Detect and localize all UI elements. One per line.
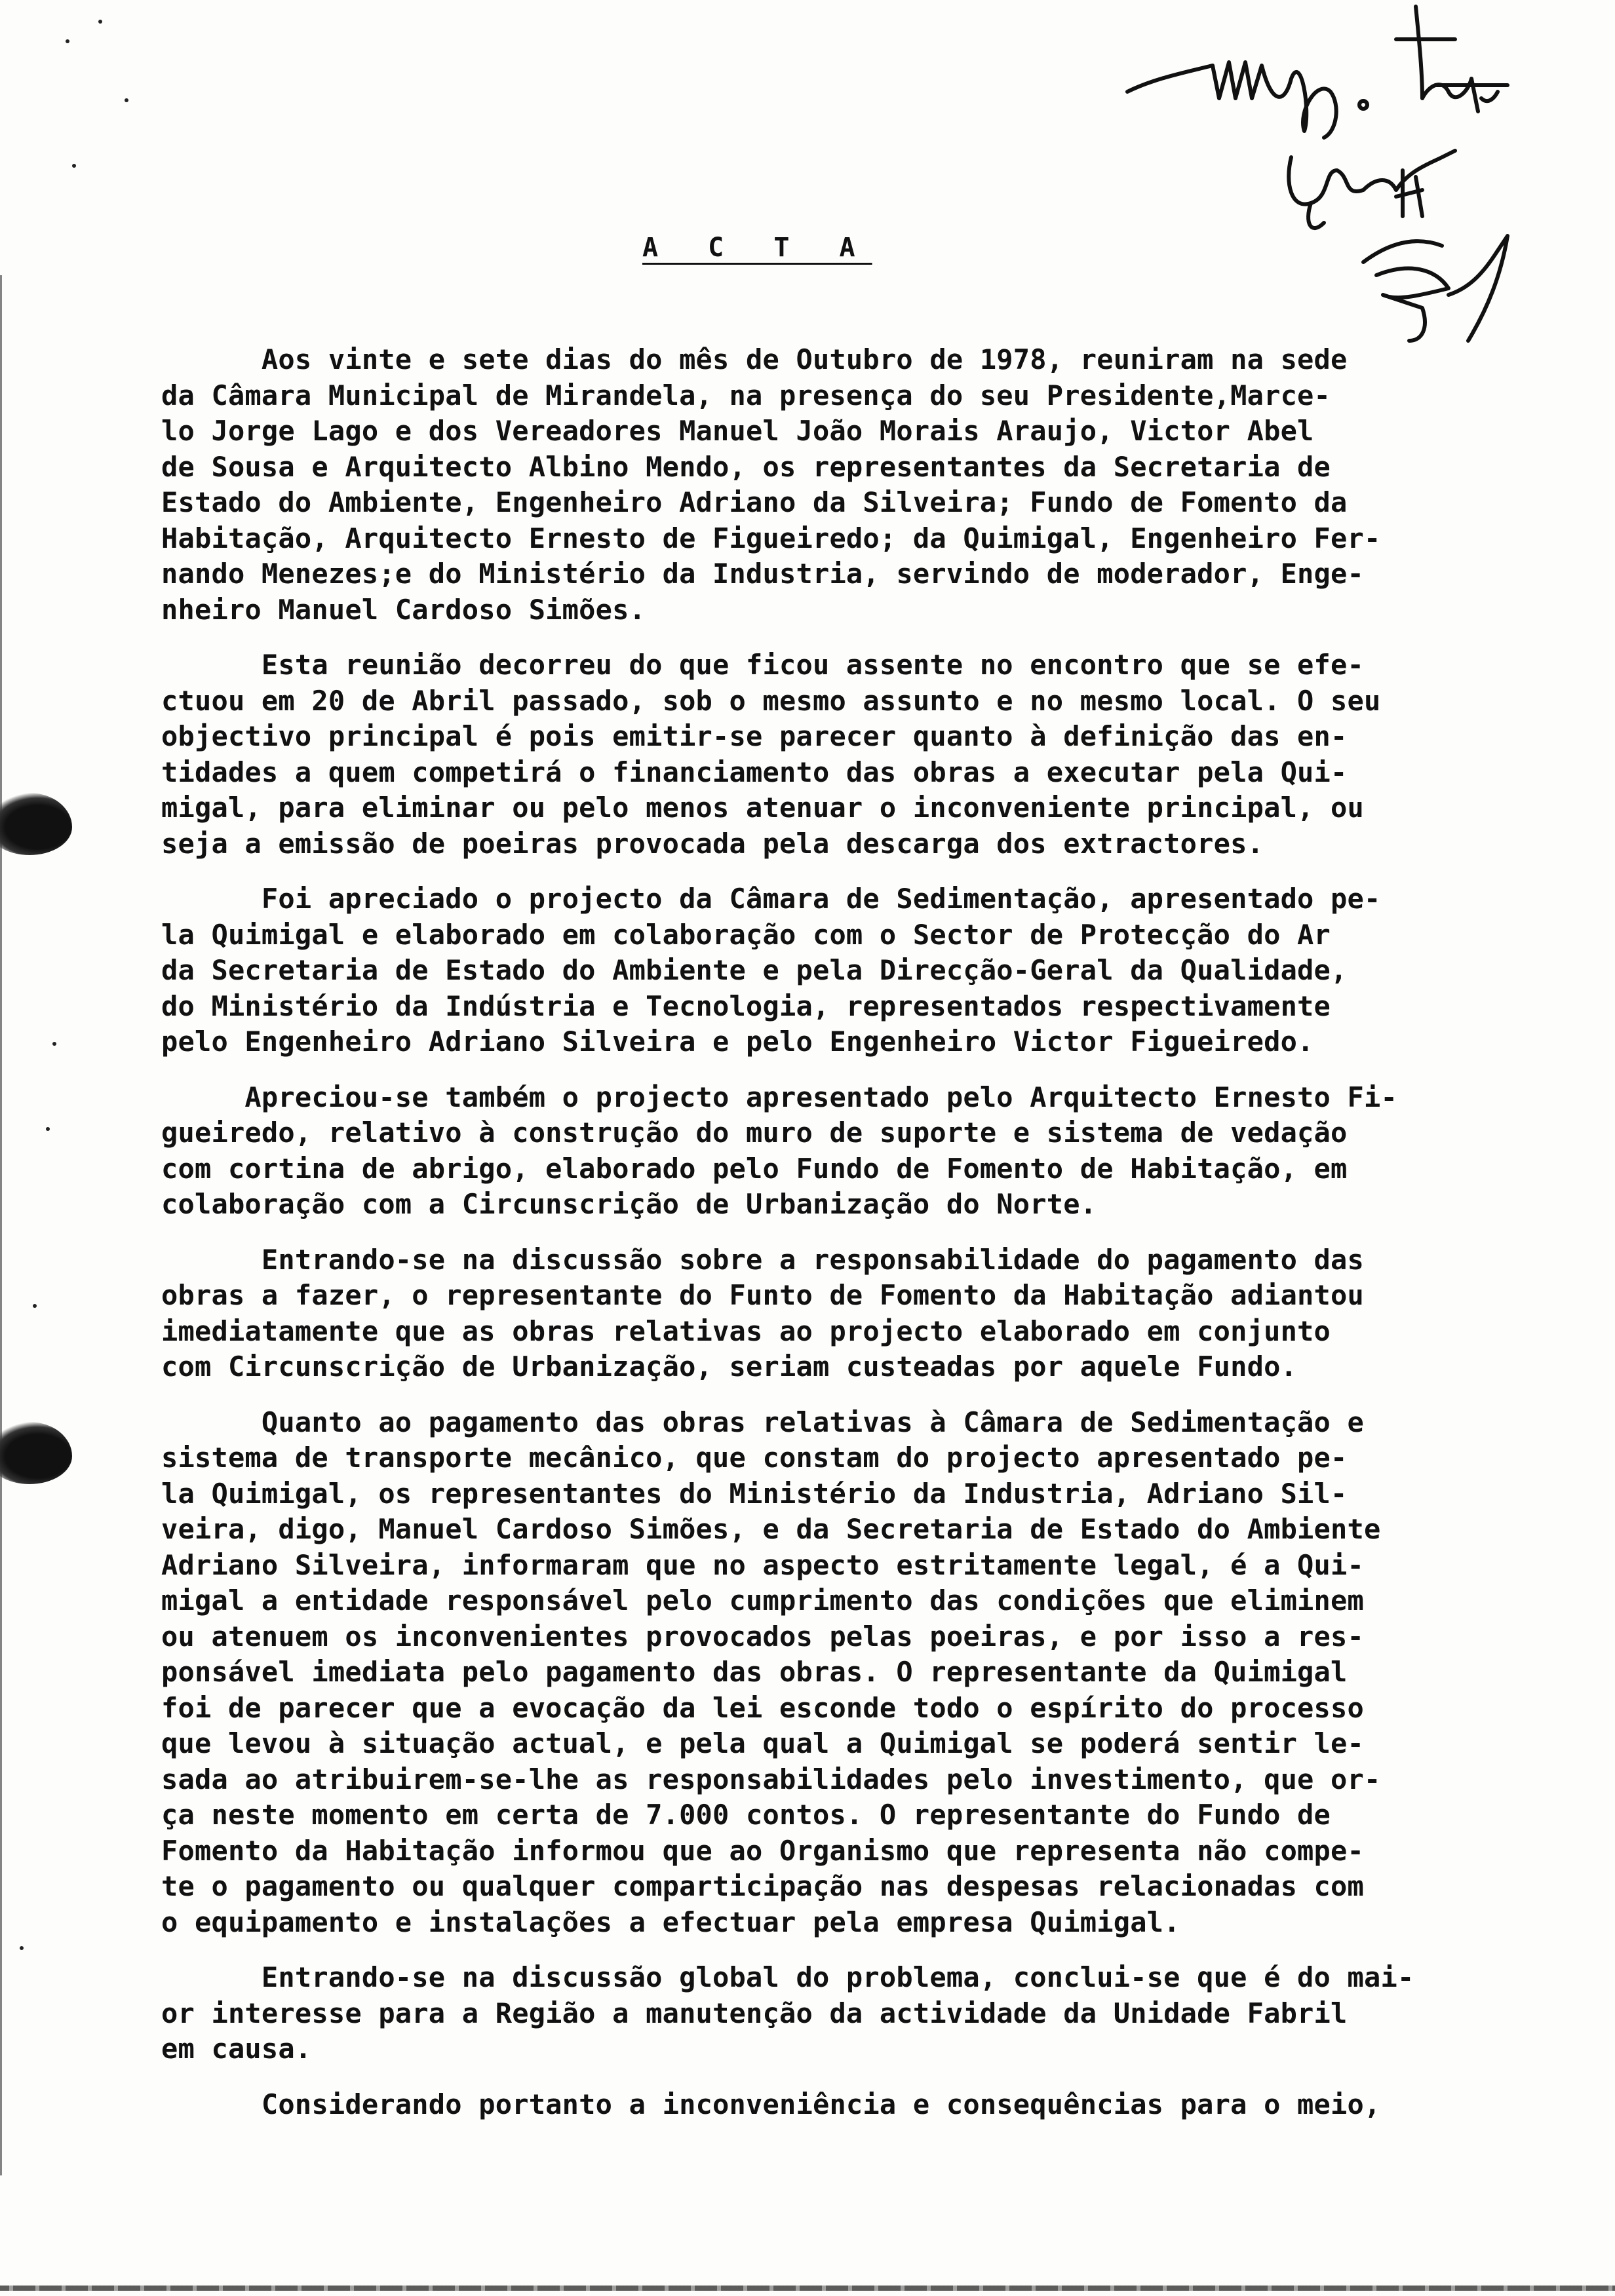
scan-speck xyxy=(46,1127,50,1131)
text-line: obras a fazer, o representante do Funto de Fomento da Habitação adiantou xyxy=(161,1279,1365,1311)
scan-speck xyxy=(33,1304,37,1308)
text-line: seja a emissão de poeiras provocada pela descarga dos extractores. xyxy=(161,827,1264,860)
text-line: Apreciou-se também o projecto apresentado pelo Arquitecto Ernesto Fi- xyxy=(161,1081,1397,1113)
text-line: da Secretaria de Estado do Ambiente e pela Direcção-Geral da Qualidade, xyxy=(161,954,1348,986)
paragraph-gap xyxy=(161,1385,1570,1405)
scan-speck xyxy=(66,39,69,43)
paragraph xyxy=(161,881,1570,1060)
text-line: la Quimigal e elaborado em colaboração com o Sector de Protecção do Ar xyxy=(161,918,1331,951)
document-title: A C T A xyxy=(642,233,872,263)
text-line: nheiro Manuel Cardoso Simões. xyxy=(161,593,646,626)
paragraph xyxy=(161,1960,1570,2067)
text-line: gueiredo, relativo à construção do muro de suporte e sistema de vedação xyxy=(161,1117,1348,1149)
paragraph-gap xyxy=(161,2067,1570,2087)
text-line: que levou à situação actual, e pela qual a Quimigal se poderá sentir le- xyxy=(161,1727,1365,1759)
text-line: imediatamente que as obras relativas ao projecto elaborado em conjunto xyxy=(161,1314,1331,1347)
text-line: ponsável imediata pelo pagamento das obras. O representante da Quimigal xyxy=(161,1656,1348,1688)
text-line: ctuou em 20 de Abril passado, sob o mesmo assunto e no mesmo local. O seu xyxy=(161,684,1381,717)
text-line: sada ao atribuirem-se-lhe as responsabilidades pelo investimento, que or- xyxy=(161,1763,1381,1795)
paragraph xyxy=(161,342,1570,628)
scan-left-edge xyxy=(0,275,7,2175)
text-line: em causa. xyxy=(161,2033,312,2065)
text-line: lo Jorge Lago e dos Vereadores Manuel João Morais Araujo, Victor Abel xyxy=(161,415,1314,447)
text-line: migal a entidade responsável pelo cumprimento das condições que eliminem xyxy=(161,1584,1365,1617)
text-line: da Câmara Municipal de Mirandela, na presença do seu Presidente,Marce- xyxy=(161,379,1331,411)
text-line: Entrando-se na discussão global do problema, conclui-se que é do mai- xyxy=(161,1961,1414,1993)
paragraph-gap xyxy=(161,1223,1570,1242)
paragraph xyxy=(161,647,1570,862)
text-line: la Quimigal, os representantes do Ministério da Industria, Adriano Sil- xyxy=(161,1477,1348,1510)
scan-bottom-edge xyxy=(0,2286,1615,2291)
text-line: objectivo principal é pois emitir-se parecer quanto à definição das en- xyxy=(161,720,1348,752)
text-line: Quanto ao pagamento das obras relativas à Câmara de Sedimentação e xyxy=(161,1406,1365,1438)
paragraph xyxy=(161,1080,1570,1223)
paragraph-gap xyxy=(161,862,1570,881)
text-line: nando Menezes;e do Ministério da Industria, servindo de moderador, Enge- xyxy=(161,558,1365,590)
text-line: Habitação, Arquitecto Ernesto de Figueiredo; da Quimigal, Engenheiro Fer- xyxy=(161,522,1381,554)
text-line: de Sousa e Arquitecto Albino Mendo, os representantes da Secretaria de xyxy=(161,450,1331,483)
scan-speck xyxy=(72,164,76,168)
text-line: Adriano Silveira, informaram que no aspecto estritamente legal, é a Qui- xyxy=(161,1548,1365,1581)
punch-hole-icon xyxy=(0,1422,72,1484)
text-line: sistema de transporte mecânico, que constam do projecto apresentado pe- xyxy=(161,1442,1348,1474)
paragraph xyxy=(161,2087,1570,2123)
text-line: do Ministério da Indústria e Tecnologia, representados respectivamente xyxy=(161,989,1331,1022)
paragraph-gap xyxy=(161,1940,1570,1960)
text-line: colaboração com a Circunscrição de Urbanização do Norte. xyxy=(161,1188,1097,1220)
text-line: or interesse para a Região a manutenção da actividade da Unidade Fabril xyxy=(161,1997,1348,2029)
punch-hole-icon xyxy=(0,793,72,855)
handwritten-signatures-icon xyxy=(1114,0,1612,367)
text-line: pelo Engenheiro Adriano Silveira e pelo Engenheiro Victor Figueiredo. xyxy=(161,1025,1314,1058)
paragraph xyxy=(161,1405,1570,1941)
paragraph xyxy=(161,1242,1570,1385)
document-body xyxy=(161,342,1570,2122)
text-line: Fomento da Habitação informou que ao Organismo que representa não compe- xyxy=(161,1834,1365,1867)
text-line: Estado do Ambiente, Engenheiro Adriano da Silveira; Fundo de Fomento da xyxy=(161,486,1348,518)
scan-speck xyxy=(52,1042,56,1046)
scan-speck xyxy=(20,1946,24,1950)
text-line: Considerando portanto a inconveniência e consequências para o meio, xyxy=(161,2088,1381,2120)
scan-speck xyxy=(98,20,102,24)
scan-speck xyxy=(125,98,128,102)
text-line: tidades a quem competirá o financiamento das obras a executar pela Qui- xyxy=(161,756,1348,788)
text-line: Aos vinte e sete dias do mês de Outubro de 1978, reuniram na sede xyxy=(161,343,1348,375)
text-line: Esta reunião decorreu do que ficou assente no encontro que se efe- xyxy=(161,649,1365,681)
text-line: com cortina de abrigo, elaborado pelo Fundo de Fomento de Habitação, em xyxy=(161,1152,1348,1185)
paragraph-gap xyxy=(161,628,1570,647)
text-line: o equipamento e instalações a efectuar pela empresa Quimigal. xyxy=(161,1905,1180,1938)
text-line: Entrando-se na discussão sobre a responsabilidade do pagamento das xyxy=(161,1243,1365,1276)
text-line: foi de parecer que a evocação da lei esconde todo o espírito do processo xyxy=(161,1691,1365,1724)
text-line: veira, digo, Manuel Cardoso Simões, e da Secretaria de Estado do Ambiente xyxy=(161,1513,1381,1545)
paragraph-gap xyxy=(161,1060,1570,1080)
text-line: Foi apreciado o projecto da Câmara de Sedimentação, apresentado pe- xyxy=(161,883,1381,915)
text-line: ou atenuem os inconvenientes provocados pelas poeiras, e por isso a res- xyxy=(161,1620,1365,1653)
text-line: te o pagamento ou qualquer comparticipação nas despesas relacionadas com xyxy=(161,1870,1365,1902)
text-line: ça neste momento em certa de 7.000 contos. O representante do Fundo de xyxy=(161,1799,1331,1831)
text-line: com Circunscrição de Urbanização, seriam custeadas por aquele Fundo. xyxy=(161,1350,1298,1383)
text-line: migal, para eliminar ou pelo menos atenuar o inconveniente principal, ou xyxy=(161,792,1365,824)
